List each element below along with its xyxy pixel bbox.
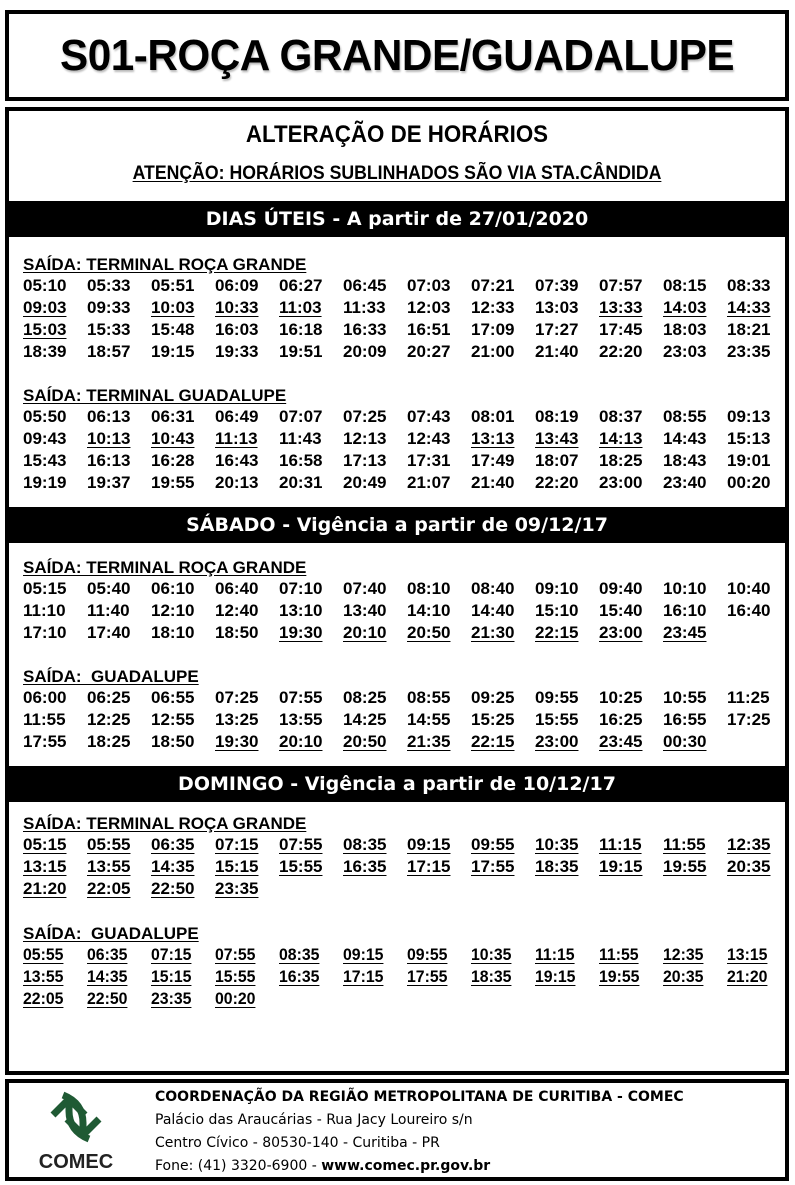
- departure-time-via-sta-candida: 20:10: [279, 732, 323, 751]
- departure-time: 13:10: [279, 601, 323, 620]
- departure-time: 15:43: [23, 451, 67, 470]
- departure-time: 11:55: [23, 710, 66, 729]
- departure-time-via-sta-candida: 05:55: [87, 835, 131, 854]
- departure-time: 11:10: [23, 601, 66, 620]
- departure-time-via-sta-candida: 11:03: [279, 298, 322, 317]
- departure-time: 09:33: [87, 298, 131, 317]
- departure-time-via-sta-candida: 11:15: [535, 945, 575, 964]
- departure-time: 07:40: [343, 579, 387, 598]
- departure-time: 12:10: [151, 601, 195, 620]
- departure-time-via-sta-candida: 23:45: [663, 623, 707, 642]
- departure-time: 05:33: [87, 276, 131, 295]
- saturday-guadalupe-block: [23, 667, 773, 753]
- departure-time-via-sta-candida: 13:15: [23, 857, 67, 876]
- departure-time: 07:25: [215, 688, 259, 707]
- departure-time: 21:40: [471, 473, 515, 492]
- departure-time: 06:13: [87, 407, 131, 426]
- departure-time-via-sta-candida: 17:55: [471, 857, 515, 876]
- departure-time: 12:13: [343, 429, 387, 448]
- departure-time: 18:39: [23, 342, 67, 361]
- departure-time: 12:55: [151, 710, 195, 729]
- departure-time: 08:37: [599, 407, 643, 426]
- departure-time-via-sta-candida: 23:00: [535, 732, 579, 751]
- departure-time: 19:01: [727, 451, 771, 470]
- times-grid: [23, 406, 773, 494]
- departure-time-via-sta-candida: 13:55: [87, 857, 131, 876]
- departure-time-via-sta-candida: 20:35: [727, 857, 771, 876]
- departure-time: 13:25: [215, 710, 259, 729]
- departure-time: 21:07: [407, 473, 451, 492]
- departure-time: 16:13: [87, 451, 131, 470]
- departure-time: 06:00: [23, 688, 67, 707]
- departure-time: 10:55: [663, 688, 707, 707]
- address-line-2: Centro Cívico - 80530-140 - Curitiba - PR: [155, 1135, 440, 1151]
- departure-time: 15:25: [471, 710, 515, 729]
- departure-label: SAÍDA: TERMINAL ROÇA GRANDE: [23, 558, 307, 577]
- departure-time: 16:10: [663, 601, 707, 620]
- departure-time: 10:40: [727, 579, 771, 598]
- departure-time: 22:20: [599, 342, 643, 361]
- departure-time: 08:01: [471, 407, 515, 426]
- times-grid: [23, 275, 773, 363]
- times-grid: [23, 944, 773, 1010]
- departure-time-via-sta-candida: 18:35: [471, 967, 512, 986]
- departure-time: 18:21: [727, 320, 771, 339]
- departure-time-via-sta-candida: 14:35: [87, 967, 128, 986]
- departure-time-via-sta-candida: 13:33: [599, 298, 643, 317]
- departure-time: 05:10: [23, 276, 67, 295]
- departure-time: 12:25: [87, 710, 131, 729]
- departure-time-via-sta-candida: 22:50: [87, 989, 128, 1008]
- departure-time: 06:45: [343, 276, 387, 295]
- departure-time: 17:49: [471, 451, 515, 470]
- departure-time: 18:07: [535, 451, 579, 470]
- departure-time: 17:31: [407, 451, 451, 470]
- departure-time-via-sta-candida: 19:55: [663, 857, 707, 876]
- footer: [5, 1079, 789, 1181]
- departure-time: 14:10: [407, 601, 451, 620]
- departure-time-via-sta-candida: 12:35: [663, 945, 704, 964]
- departure-label: SAÍDA: GUADALUPE: [23, 667, 199, 686]
- departure-time-via-sta-candida: 07:15: [215, 835, 259, 854]
- departure-time-via-sta-candida: 05:55: [23, 945, 64, 964]
- departure-time: 15:13: [727, 429, 771, 448]
- departure-time: 06:31: [151, 407, 195, 426]
- departure-time: 07:10: [279, 579, 323, 598]
- organization-info: [155, 1086, 684, 1178]
- departure-time: 22:20: [535, 473, 579, 492]
- departure-time: 21:00: [471, 342, 515, 361]
- departure-time: 19:33: [215, 342, 259, 361]
- route-title: S01-ROÇA GRANDE/GUADALUPE: [59, 30, 735, 80]
- departure-time: 16:18: [279, 320, 323, 339]
- departure-time: 11:43: [279, 429, 322, 448]
- departure-time-via-sta-candida: 09:15: [407, 835, 451, 854]
- departure-time: 05:50: [23, 407, 67, 426]
- departure-time-via-sta-candida: 20:50: [343, 732, 387, 751]
- departure-time: 07:07: [279, 407, 323, 426]
- departure-time: 06:40: [215, 579, 259, 598]
- departure-time: 06:49: [215, 407, 259, 426]
- departure-time-via-sta-candida: 22:50: [151, 879, 195, 898]
- departure-time-via-sta-candida: 19:30: [279, 623, 323, 642]
- departure-time-via-sta-candida: 20:10: [343, 623, 387, 642]
- departure-time: 19:15: [151, 342, 195, 361]
- departure-time-via-sta-candida: 17:15: [343, 967, 384, 986]
- address-line-1: Palácio das Araucárias - Rua Jacy Loureiro s/n: [155, 1112, 473, 1128]
- departure-time: 08:15: [663, 276, 707, 295]
- departure-time: 20:09: [343, 342, 387, 361]
- departure-time-via-sta-candida: 13:55: [23, 967, 64, 986]
- departure-time-via-sta-candida: 10:43: [151, 429, 195, 448]
- comec-arrows-logo-icon: [43, 1087, 109, 1147]
- departure-time: 07:55: [279, 688, 323, 707]
- departure-time-via-sta-candida: 11:55: [663, 835, 706, 854]
- departure-time: 09:40: [599, 579, 643, 598]
- departure-time: 09:55: [535, 688, 579, 707]
- departure-time: 09:10: [535, 579, 579, 598]
- departure-time-via-sta-candida: 15:55: [215, 967, 256, 986]
- departure-time: 15:10: [535, 601, 579, 620]
- departure-time: 14:43: [663, 429, 707, 448]
- departure-time-via-sta-candida: 11:15: [599, 835, 642, 854]
- departure-time: 18:25: [599, 451, 643, 470]
- weekdays-guadalupe-block: [23, 386, 773, 494]
- departure-time-via-sta-candida: 15:03: [23, 320, 67, 339]
- departure-time: 10:25: [599, 688, 643, 707]
- departure-time-via-sta-candida: 12:35: [727, 835, 771, 854]
- departure-time: 20:31: [279, 473, 323, 492]
- times-grid: [23, 834, 773, 900]
- departure-time: 07:25: [343, 407, 387, 426]
- departure-time-via-sta-candida: 14:33: [727, 298, 771, 317]
- departure-time: 18:50: [215, 623, 259, 642]
- departure-time: 23:35: [727, 342, 771, 361]
- saturday-roca-grande-block: [23, 558, 773, 644]
- departure-time: 06:55: [151, 688, 195, 707]
- departure-time-via-sta-candida: 09:55: [407, 945, 448, 964]
- departure-label: SAÍDA: GUADALUPE: [23, 924, 199, 943]
- departure-time: 23:03: [663, 342, 707, 361]
- departure-time: 12:03: [407, 298, 451, 317]
- departure-time: 06:27: [279, 276, 323, 295]
- departure-time: 15:55: [535, 710, 579, 729]
- departure-time: 06:09: [215, 276, 259, 295]
- departure-time-via-sta-candida: 23:00: [599, 623, 643, 642]
- departure-time: 20:13: [215, 473, 259, 492]
- departure-time-via-sta-candida: 21:35: [407, 732, 451, 751]
- departure-time: 08:33: [727, 276, 771, 295]
- departure-time: 17:40: [87, 623, 131, 642]
- departure-time: 14:25: [343, 710, 387, 729]
- departure-time: 08:55: [663, 407, 707, 426]
- departure-time-via-sta-candida: 06:35: [87, 945, 128, 964]
- website-link[interactable]: www.comec.pr.gov.br: [321, 1158, 491, 1174]
- departure-time-via-sta-candida: 19:55: [599, 967, 640, 986]
- departure-time-via-sta-candida: 05:15: [23, 835, 67, 854]
- departure-time-via-sta-candida: 10:35: [535, 835, 579, 854]
- departure-time-via-sta-candida: 21:20: [23, 879, 67, 898]
- departure-time-via-sta-candida: 10:13: [87, 429, 131, 448]
- route-title-box: [5, 10, 789, 101]
- departure-time-via-sta-candida: 07:55: [279, 835, 323, 854]
- departure-time-via-sta-candida: 09:03: [23, 298, 67, 317]
- departure-time: 08:55: [407, 688, 451, 707]
- departure-time-via-sta-candida: 15:55: [279, 857, 323, 876]
- departure-time-via-sta-candida: 15:15: [215, 857, 259, 876]
- sunday-guadalupe-block: [23, 924, 773, 1010]
- departure-time: 09:25: [471, 688, 515, 707]
- departure-time: 05:15: [23, 579, 67, 598]
- departure-time-via-sta-candida: 09:55: [471, 835, 515, 854]
- departure-time: 16:58: [279, 451, 323, 470]
- departure-time-via-sta-candida: 20:35: [663, 967, 704, 986]
- departure-time: 23:00: [599, 473, 643, 492]
- departure-time: 07:03: [407, 276, 451, 295]
- departure-time: 16:40: [727, 601, 771, 620]
- departure-time: 21:40: [535, 342, 579, 361]
- departure-time-via-sta-candida: 19:15: [599, 857, 643, 876]
- departure-time-via-sta-candida: 22:15: [471, 732, 515, 751]
- departure-label: SAÍDA: TERMINAL ROÇA GRANDE: [23, 255, 307, 274]
- departure-time-via-sta-candida: 14:03: [663, 298, 707, 317]
- departure-time: 16:51: [407, 320, 451, 339]
- departure-time: 07:57: [599, 276, 643, 295]
- departure-time-via-sta-candida: 00:20: [215, 989, 256, 1008]
- departure-time: 18:03: [663, 320, 707, 339]
- departure-time: 14:40: [471, 601, 515, 620]
- departure-time-via-sta-candida: 00:30: [663, 732, 707, 751]
- departure-time-via-sta-candida: 19:30: [215, 732, 259, 751]
- attention-notice: ATENÇÃO: HORÁRIOS SUBLINHADOS SÃO VIA STA.CÂNDIDA: [132, 163, 662, 184]
- departure-time: 13:40: [343, 601, 387, 620]
- departure-time: 17:55: [23, 732, 67, 751]
- departure-time: 10:10: [663, 579, 707, 598]
- departure-time: 20:49: [343, 473, 387, 492]
- phone-number: Fone: (41) 3320-6900 -: [155, 1158, 322, 1174]
- departure-time-via-sta-candida: 16:35: [279, 967, 320, 986]
- departure-time-via-sta-candida: 13:15: [727, 945, 768, 964]
- departure-time-via-sta-candida: 07:55: [215, 945, 256, 964]
- departure-time: 06:25: [87, 688, 131, 707]
- departure-time: 18:10: [151, 623, 195, 642]
- departure-time: 17:10: [23, 623, 67, 642]
- departure-time-via-sta-candida: 16:35: [343, 857, 387, 876]
- sunday-roca-grande-block: [23, 814, 773, 900]
- departure-time-via-sta-candida: 08:35: [343, 835, 387, 854]
- departure-time: 00:20: [727, 473, 771, 492]
- departure-time: 17:45: [599, 320, 643, 339]
- departure-time-via-sta-candida: 08:35: [279, 945, 320, 964]
- departure-time-via-sta-candida: 23:35: [151, 989, 192, 1008]
- departure-time: 15:48: [151, 320, 195, 339]
- departure-time: 18:25: [87, 732, 131, 751]
- departure-time-via-sta-candida: 13:43: [535, 429, 579, 448]
- departure-time-via-sta-candida: 07:15: [151, 945, 192, 964]
- departure-label: SAÍDA: TERMINAL ROÇA GRANDE: [23, 814, 307, 833]
- departure-time: 16:28: [151, 451, 195, 470]
- departure-time: 11:40: [87, 601, 130, 620]
- departure-time-via-sta-candida: 11:55: [599, 945, 639, 964]
- departure-time-via-sta-candida: 09:15: [343, 945, 384, 964]
- weekdays-roca-grande-block: [23, 255, 773, 363]
- departure-time-via-sta-candida: 13:13: [471, 429, 515, 448]
- departure-time: 16:55: [663, 710, 707, 729]
- departure-time: 06:10: [151, 579, 195, 598]
- departure-time: 12:43: [407, 429, 451, 448]
- times-grid: [23, 578, 773, 644]
- departure-time: 13:03: [535, 298, 579, 317]
- departure-time: 19:37: [87, 473, 131, 492]
- departure-time: 17:09: [471, 320, 515, 339]
- departure-time: 07:39: [535, 276, 579, 295]
- schedule-change-heading: ALTERAÇÃO DE HORÁRIOS: [245, 121, 549, 148]
- departure-time-via-sta-candida: 14:13: [599, 429, 643, 448]
- comec-logo: [35, 1087, 117, 1177]
- departure-time-via-sta-candida: 17:55: [407, 967, 448, 986]
- departure-time: 18:50: [151, 732, 195, 751]
- departure-time: 16:33: [343, 320, 387, 339]
- departure-time: 18:43: [663, 451, 707, 470]
- departure-time: 20:27: [407, 342, 451, 361]
- departure-time-via-sta-candida: 19:15: [535, 967, 576, 986]
- departure-time-via-sta-candida: 22:05: [23, 989, 64, 1008]
- departure-time: 16:25: [599, 710, 643, 729]
- departure-time: 17:13: [343, 451, 387, 470]
- schedule-box: [5, 107, 789, 1075]
- departure-time: 23:40: [663, 473, 707, 492]
- departure-time-via-sta-candida: 10:35: [471, 945, 512, 964]
- departure-time: 08:10: [407, 579, 451, 598]
- times-grid: [23, 687, 773, 753]
- departure-time: 05:40: [87, 579, 131, 598]
- departure-time: 17:27: [535, 320, 579, 339]
- departure-time-via-sta-candida: 10:03: [151, 298, 195, 317]
- departure-time-via-sta-candida: 18:35: [535, 857, 579, 876]
- departure-time-via-sta-candida: 11:13: [215, 429, 258, 448]
- departure-time: 18:57: [87, 342, 131, 361]
- section-header-sunday: DOMINGO - Vigência a partir de 10/12/17: [9, 766, 785, 802]
- departure-label: SAÍDA: TERMINAL GUADALUPE: [23, 386, 287, 405]
- departure-time: 11:25: [727, 688, 770, 707]
- departure-time-via-sta-candida: 10:33: [215, 298, 259, 317]
- departure-time-via-sta-candida: 22:05: [87, 879, 131, 898]
- departure-time: 16:43: [215, 451, 259, 470]
- departure-time: 07:43: [407, 407, 451, 426]
- departure-time: 13:55: [279, 710, 323, 729]
- departure-time: 08:40: [471, 579, 515, 598]
- departure-time-via-sta-candida: 21:20: [727, 967, 768, 986]
- contact-line: [155, 1155, 684, 1178]
- departure-time-via-sta-candida: 15:15: [151, 967, 192, 986]
- departure-time: 08:25: [343, 688, 387, 707]
- departure-time: 15:40: [599, 601, 643, 620]
- departure-time: 08:19: [535, 407, 579, 426]
- departure-time-via-sta-candida: 20:50: [407, 623, 451, 642]
- departure-time-via-sta-candida: 21:30: [471, 623, 515, 642]
- departure-time-via-sta-candida: 23:45: [599, 732, 643, 751]
- section-header-saturday: SÁBADO - Vigência a partir de 09/12/17: [9, 507, 785, 543]
- departure-time: 14:55: [407, 710, 451, 729]
- comec-logo-text: COMEC: [38, 1151, 114, 1173]
- departure-time: 07:21: [471, 276, 515, 295]
- departure-time: 19:19: [23, 473, 67, 492]
- organization-name: COORDENAÇÃO DA REGIÃO METROPOLITANA DE CURITIBA - COMEC: [155, 1089, 684, 1105]
- departure-time: 05:51: [151, 276, 195, 295]
- departure-time: 09:43: [23, 429, 67, 448]
- departure-time-via-sta-candida: 23:35: [215, 879, 259, 898]
- section-header-weekdays: DIAS ÚTEIS - A partir de 27/01/2020: [9, 201, 785, 237]
- departure-time: 17:25: [727, 710, 771, 729]
- departure-time: 16:03: [215, 320, 259, 339]
- departure-time-via-sta-candida: 22:15: [535, 623, 579, 642]
- departure-time-via-sta-candida: 17:15: [407, 857, 451, 876]
- departure-time-via-sta-candida: 14:35: [151, 857, 195, 876]
- departure-time: 12:33: [471, 298, 515, 317]
- departure-time: 15:33: [87, 320, 131, 339]
- departure-time-via-sta-candida: 06:35: [151, 835, 195, 854]
- departure-time: 09:13: [727, 407, 771, 426]
- departure-time: 12:40: [215, 601, 259, 620]
- departure-time: 19:51: [279, 342, 323, 361]
- departure-time: 11:33: [343, 298, 386, 317]
- departure-time: 19:55: [151, 473, 195, 492]
